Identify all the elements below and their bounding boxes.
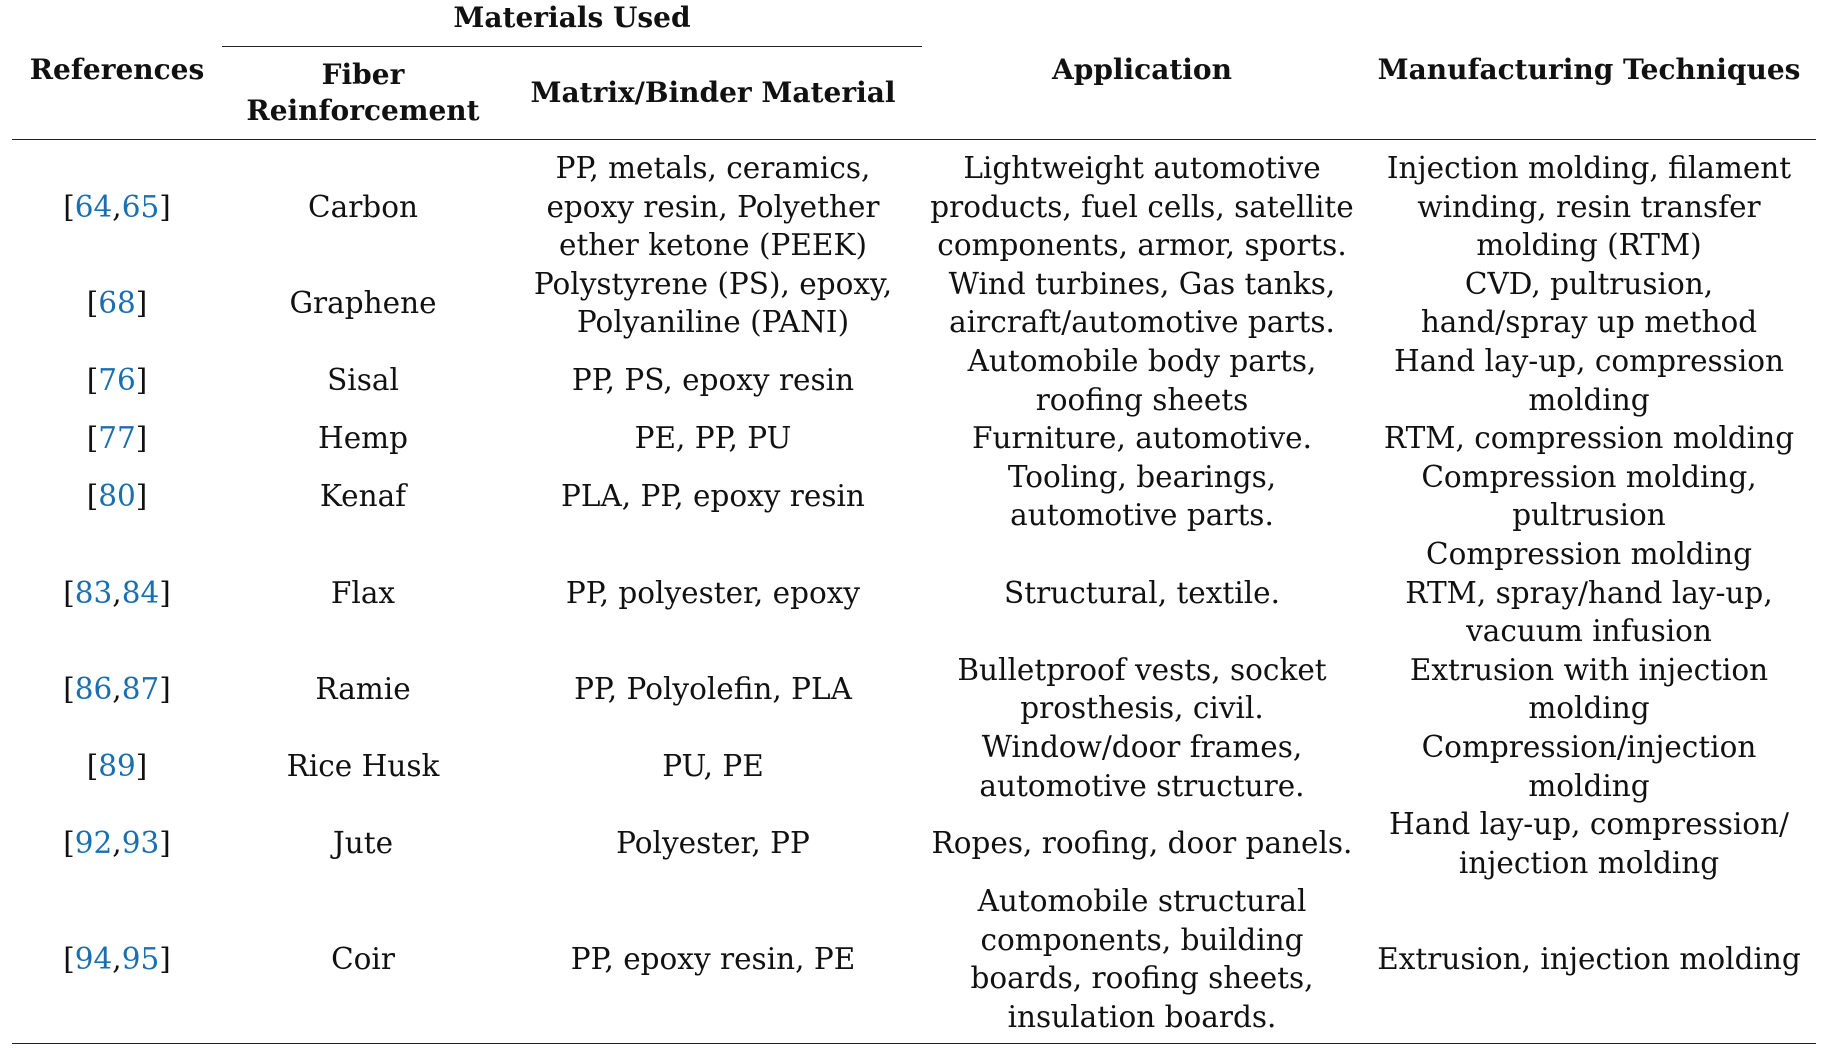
manufacturing-cell-text: Extrusion with injection molding [1409, 652, 1769, 726]
table-row [12, 419, 1816, 458]
fiber-cell [222, 651, 504, 728]
reference-link[interactable]: 94 [74, 942, 113, 977]
table-row [12, 140, 1816, 265]
reference-link[interactable]: 86 [74, 672, 113, 707]
reference-cell: [77] [86, 421, 148, 456]
application-cell-text: Ropes, roofing, door panels. [931, 826, 1353, 861]
manufacturing-cell-text: RTM, compression molding [1383, 421, 1795, 456]
application-cell-text: Automobile body parts, roofing sheets [967, 343, 1317, 417]
fiber-cell-text: Sisal [327, 363, 399, 398]
reference-link[interactable]: 93 [121, 826, 160, 861]
manufacturing-cell [1362, 419, 1816, 458]
header-manufacturing-techniques: Manufacturing Techniques [1362, 0, 1816, 140]
matrix-cell-text: Polystyrene (PS), epoxy, Polyaniline (PANI) [533, 266, 893, 340]
table-row [12, 265, 1816, 342]
manufacturing-cell [1362, 728, 1816, 805]
matrix-cell [504, 419, 922, 458]
reference-link[interactable]: 95 [121, 942, 160, 977]
reference-cell: [83,84] [63, 575, 171, 610]
manufacturing-cell [1362, 265, 1816, 342]
application-cell-text: Wind turbines, Gas tanks, aircraft/automotive parts. [948, 266, 1336, 340]
reference-cell: [68] [86, 286, 148, 321]
reference-link[interactable]: 89 [98, 749, 136, 784]
reference-link[interactable]: 65 [121, 189, 160, 224]
manufacturing-cell-text: Compression/injection molding [1421, 729, 1757, 803]
application-cell [922, 342, 1362, 419]
manufacturing-cell [1362, 535, 1816, 651]
table-row [12, 342, 1816, 419]
table-row [12, 728, 1816, 805]
manufacturing-cell-text: Hand lay-up, compression molding [1393, 343, 1785, 417]
reference-cell: [86,87] [63, 672, 171, 707]
fiber-cell-text: Hemp [317, 421, 409, 456]
reference-link[interactable]: 80 [98, 479, 136, 514]
application-cell-text: Window/door frames, automotive structure. [979, 729, 1305, 803]
table-row [12, 651, 1816, 728]
matrix-cell [504, 458, 922, 535]
header-fiber-reinforcement: Fiber Reinforcement [222, 47, 504, 140]
table-row [12, 882, 1816, 1043]
matrix-cell-text: PU, PE [662, 749, 764, 784]
matrix-cell-text: PP, polyester, epoxy [565, 575, 861, 610]
fiber-cell [222, 265, 504, 342]
fiber-cell-text: Flax [330, 575, 396, 610]
application-cell-text: Automobile structural components, building boards, roofing sheets, insulation boards. [970, 884, 1314, 1035]
application-cell [922, 728, 1362, 805]
reference-link[interactable]: 83 [74, 575, 113, 610]
manufacturing-cell [1362, 140, 1816, 265]
matrix-cell-text: PP, epoxy resin, PE [570, 942, 856, 977]
reference-link[interactable]: 84 [121, 575, 160, 610]
application-cell [922, 535, 1362, 651]
manufacturing-cell [1362, 805, 1816, 882]
fiber-cell [222, 140, 504, 265]
table-row [12, 535, 1816, 651]
application-cell-text: Furniture, automotive. [972, 421, 1312, 456]
matrix-cell-text: PP, Polyolefin, PLA [574, 672, 852, 707]
table-row [12, 805, 1816, 882]
manufacturing-cell [1362, 882, 1816, 1043]
matrix-cell-text: PLA, PP, epoxy resin [561, 479, 865, 514]
reference-link[interactable]: 87 [121, 672, 160, 707]
reference-cell: [89] [86, 749, 148, 784]
header-references: References [12, 0, 222, 140]
application-cell [922, 419, 1362, 458]
manufacturing-cell-text: Compression molding, pultrusion [1421, 459, 1757, 533]
table-row [12, 458, 1816, 535]
fiber-cell-text: Jute [332, 826, 394, 861]
matrix-cell-text: PP, metals, ceramics, epoxy resin, Polyether ether ketone (PEEK) [546, 151, 880, 263]
manufacturing-cell-text: Injection molding, filament winding, resin transfer molding (RTM) [1386, 151, 1792, 263]
reference-link[interactable]: 92 [74, 826, 113, 861]
fiber-cell-text: Carbon [308, 189, 418, 224]
header-matrix-binder-material: Matrix/Binder Material [504, 47, 922, 140]
application-cell [922, 458, 1362, 535]
application-cell [922, 651, 1362, 728]
matrix-cell [504, 265, 922, 342]
fiber-cell [222, 458, 504, 535]
fiber-cell [222, 882, 504, 1043]
application-cell-text: Tooling, bearings, automotive parts. [1007, 459, 1277, 533]
fiber-cell [222, 535, 504, 651]
application-cell-text: Bulletproof vests, socket prosthesis, civil. [957, 652, 1327, 726]
fiber-cell-text: Ramie [315, 672, 411, 707]
matrix-cell [504, 535, 922, 651]
fiber-cell-text: Rice Husk [286, 749, 440, 784]
manufacturing-cell-text: CVD, pultrusion, hand/spray up method [1420, 266, 1758, 340]
table-header [12, 0, 1816, 140]
matrix-cell-text: PP, PS, epoxy resin [571, 363, 855, 398]
application-cell [922, 265, 1362, 342]
reference-link[interactable]: 77 [98, 421, 136, 456]
application-cell-text: Structural, textile. [1004, 575, 1280, 610]
application-cell [922, 882, 1362, 1043]
matrix-cell [504, 805, 922, 882]
fiber-cell-text: Graphene [289, 286, 437, 321]
matrix-cell [504, 140, 922, 265]
reference-link[interactable]: 76 [98, 363, 136, 398]
application-cell-text: Lightweight automotive products, fuel cells, satellite components, armor, sports. [930, 151, 1354, 263]
manufacturing-cell [1362, 342, 1816, 419]
reference-cell: [76] [86, 363, 148, 398]
fiber-cell [222, 342, 504, 419]
reference-cell: [92,93] [63, 826, 171, 861]
matrix-cell [504, 342, 922, 419]
header-materials-used: Materials Used [222, 0, 922, 47]
reference-link[interactable]: 68 [98, 286, 136, 321]
materials-table [12, 0, 1816, 1044]
table-body [12, 140, 1816, 1044]
matrix-cell-text: PE, PP, PU [634, 421, 792, 456]
reference-link[interactable]: 64 [74, 189, 113, 224]
reference-cell: [94,95] [12, 882, 222, 1043]
matrix-cell-text: Polyester, PP [616, 826, 810, 861]
reference-cell: [80] [86, 479, 148, 514]
matrix-cell [504, 728, 922, 805]
fiber-cell-text: Kenaf [319, 479, 407, 514]
application-cell [922, 805, 1362, 882]
reference-cell: [64,65] [63, 189, 171, 224]
fiber-cell [222, 728, 504, 805]
fiber-cell [222, 805, 504, 882]
fiber-cell [222, 419, 504, 458]
application-cell [922, 140, 1362, 265]
manufacturing-cell-text: Hand lay-up, compression/ injection molding [1389, 807, 1789, 880]
fiber-cell-text: Coir [331, 942, 395, 977]
matrix-cell [504, 651, 922, 728]
manufacturing-cell [1362, 651, 1816, 728]
manufacturing-cell [1362, 458, 1816, 535]
header-application: Application [922, 0, 1362, 140]
manufacturing-cell-text: Extrusion, injection molding [1377, 942, 1801, 977]
matrix-cell [504, 882, 922, 1043]
manufacturing-cell-text: Compression molding RTM, spray/hand lay-up, vacuum infusion [1405, 536, 1773, 649]
